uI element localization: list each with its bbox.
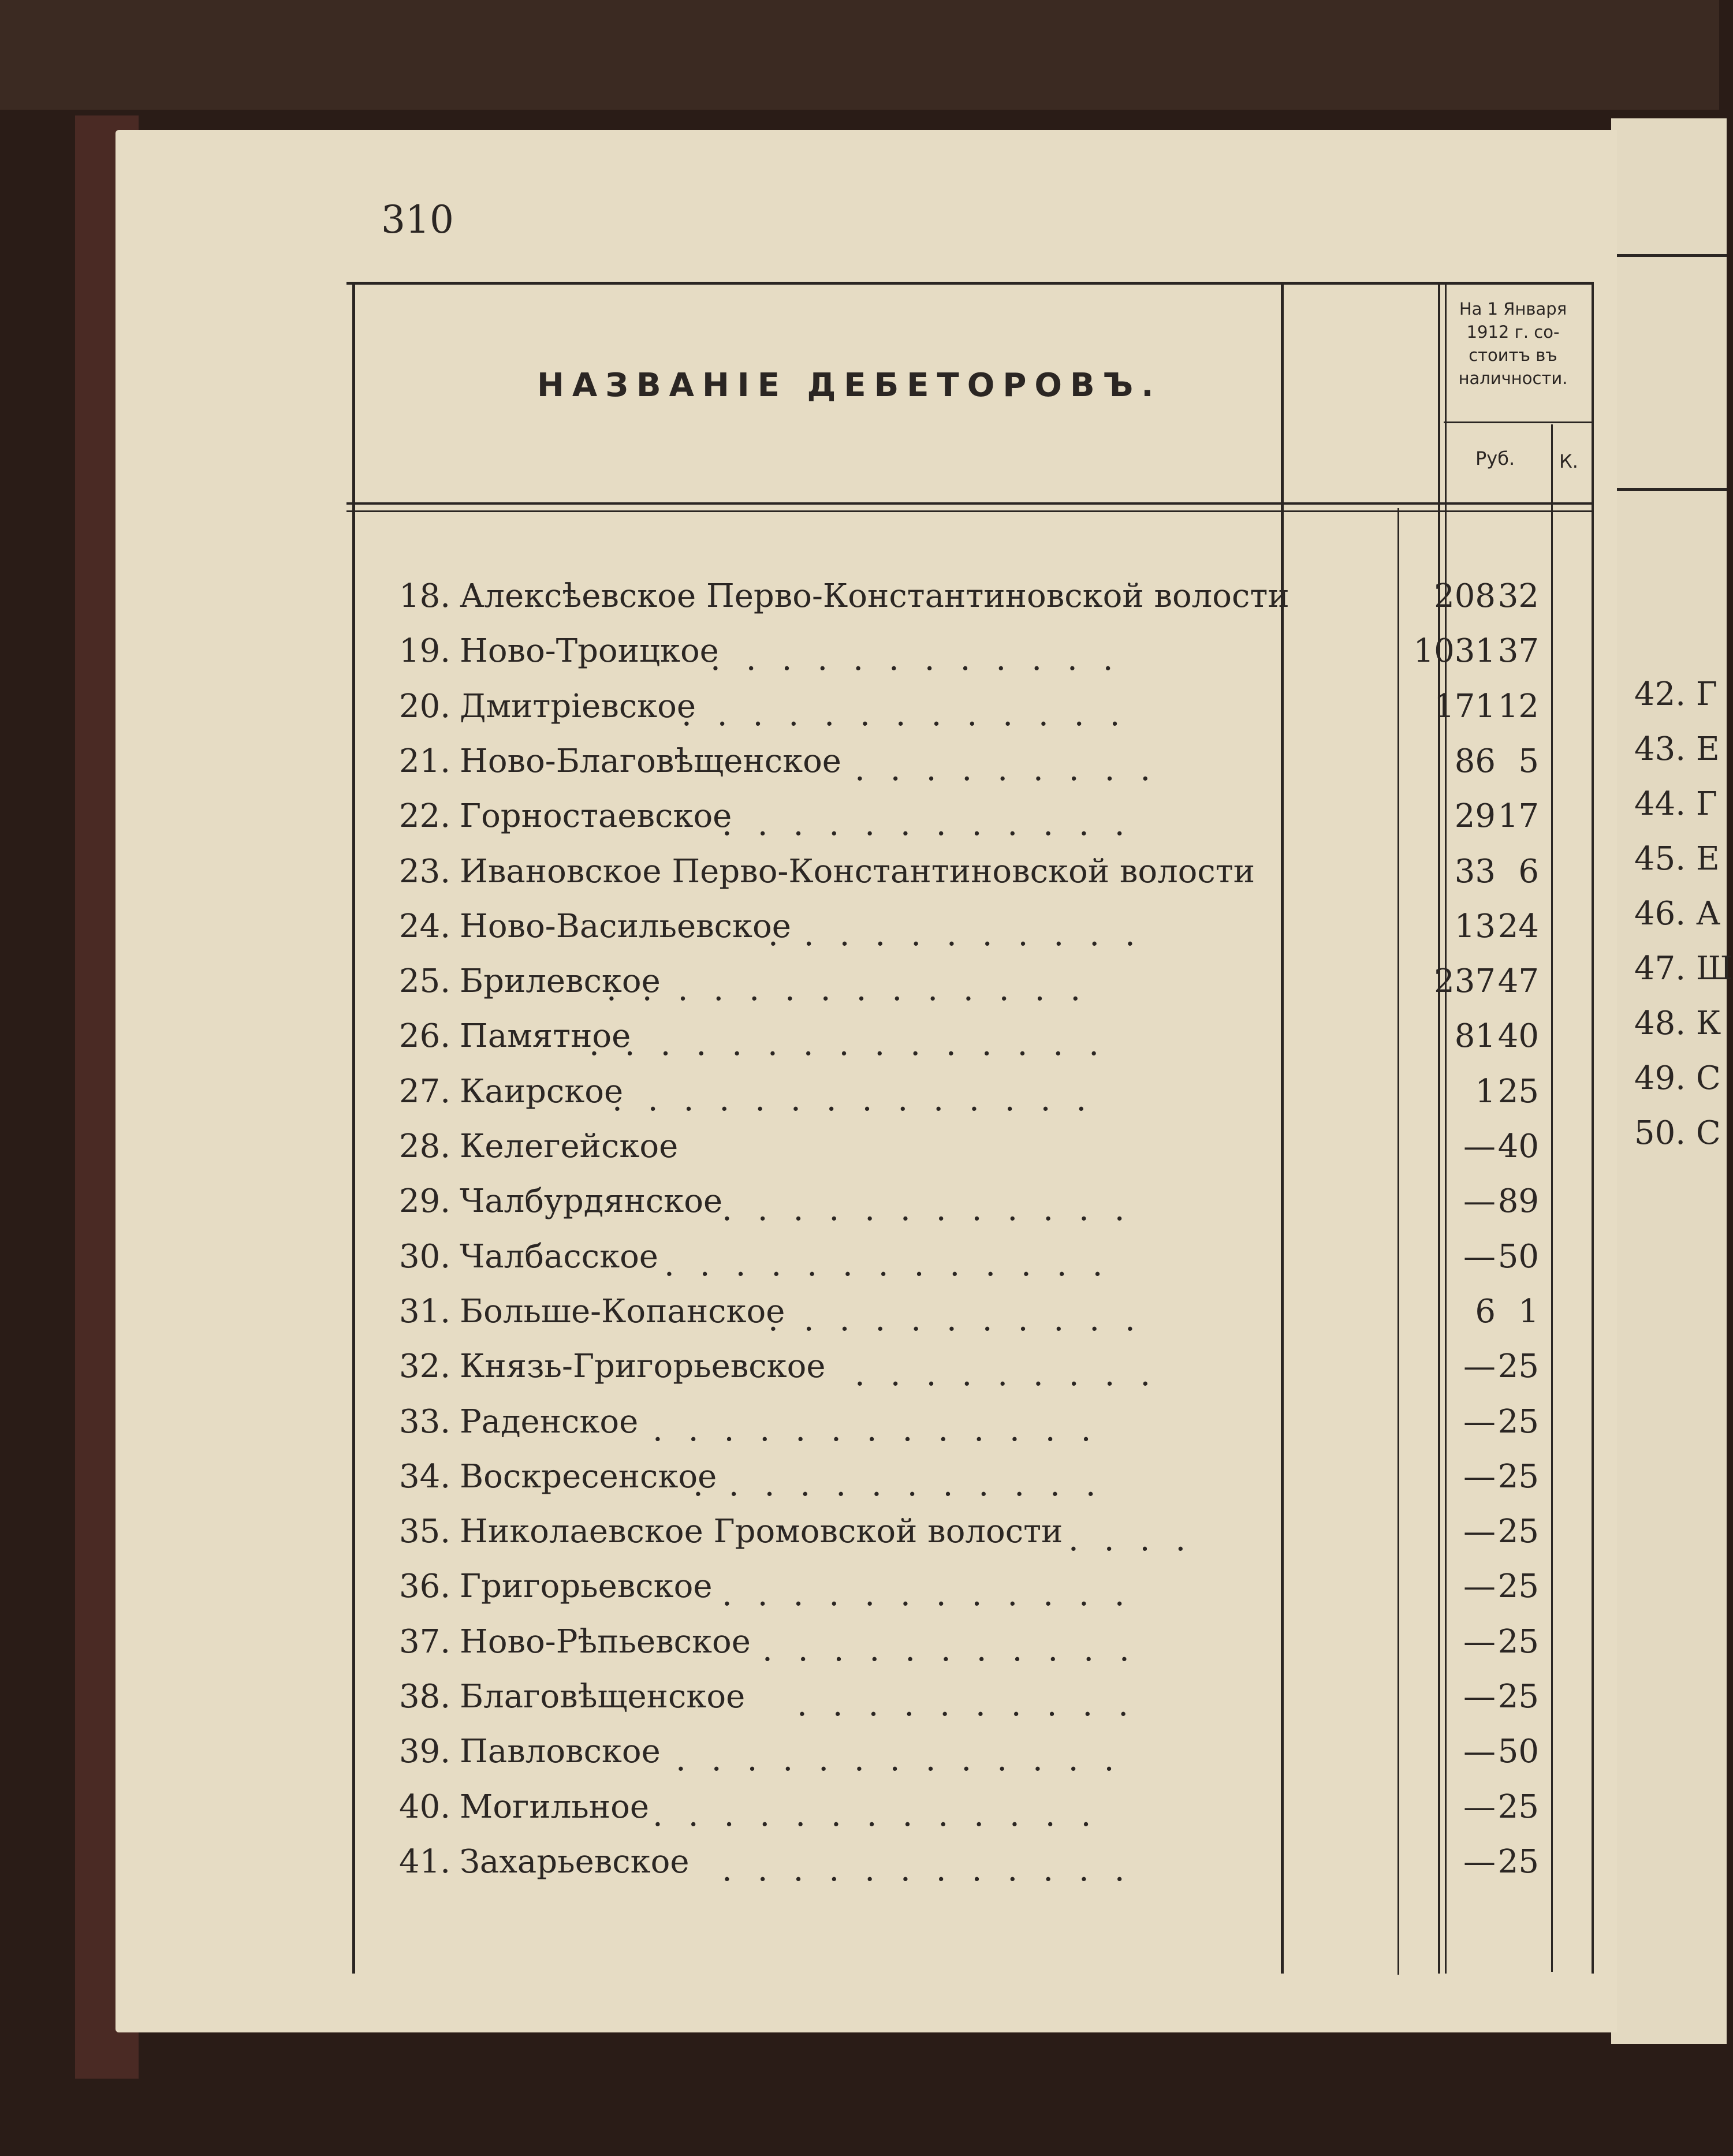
kopecks-value: 32 [1497,577,1539,615]
kopecks-value: 40 [1497,1128,1539,1165]
kopecks-value: 50 [1497,1733,1539,1771]
column-rule [1592,282,1594,1974]
facing-page-row: 44. Г [1634,785,1717,823]
row-number: 29. [398,1183,450,1221]
row-number: 28. [398,1128,450,1165]
amount-header-line: стоитъ въ [1469,345,1557,365]
facing-page-rule [1611,488,1727,491]
row-number: 33. [398,1402,450,1441]
table-row [387,1073,1577,1124]
rubles-value: — [1463,1457,1496,1495]
debtor-name: Григорьевское [460,1568,713,1606]
dot-leader: ......... [855,1356,1176,1394]
background-top [0,0,1719,110]
rubles-value: 29 [1454,797,1496,835]
facing-page-row: 42. Г [1634,676,1717,713]
debtor-name: Ново-Троицкое [460,632,719,670]
dot-leader: ........... [768,915,1161,953]
rubles-value: 81 [1454,1017,1496,1055]
table-left-rule [352,282,355,1974]
row-number: 27. [398,1072,450,1110]
dot-leader: ............. [653,1411,1117,1449]
row-number: 40. [398,1788,450,1826]
kopecks-value: 25 [1497,1457,1539,1495]
dot-leader: ............. [676,1741,1140,1779]
kopecks-value: 25 [1497,1348,1539,1386]
rubles-value: 33 [1454,852,1496,890]
debtor-name: Горностаевское [460,797,732,835]
row-number: 30. [398,1237,450,1275]
dot-leader: .............. [612,1080,1112,1118]
row-number: 41. [398,1842,450,1881]
table-row [387,1293,1577,1344]
kopecks-value: 6 [1518,852,1539,890]
kopecks-value: 25 [1497,1568,1539,1606]
table-row [387,1623,1577,1674]
kopecks-value: 25 [1497,1678,1539,1715]
row-number: 39. [398,1733,450,1771]
dot-leader: ............ [722,1191,1150,1229]
debtor-name: Дмитріевское [460,687,696,725]
debtor-name: Брилевское [460,963,661,1001]
debtor-name: Князь-Григорьевское [460,1348,826,1386]
rubles-value: — [1463,1402,1496,1441]
rubles-value: — [1463,1788,1496,1826]
dot-leader: .............. [606,971,1106,1009]
debtor-name: Захарьевское [460,1842,690,1881]
rubles-value: — [1463,1128,1496,1165]
table-row [387,1128,1577,1178]
facing-page-row: 43. Е [1634,730,1720,768]
amount-column-header [1444,297,1582,390]
rubles-value: 1 [1475,1072,1496,1110]
debtor-name: Павловское [460,1733,661,1771]
debtor-name: Чалбасское [460,1237,658,1275]
row-number: 26. [398,1017,450,1055]
rubles-value: 13 [1454,907,1496,945]
kopecks-value: 25 [1497,1402,1539,1441]
kopecks-value: 37 [1497,632,1539,670]
debtor-name: Раденское [460,1402,639,1441]
header-rule [346,502,1594,505]
amount-subheader-rule [1444,421,1594,423]
rubles-value: — [1463,1678,1496,1715]
kopecks-column-header: К. [1559,450,1578,472]
table-title: НАЗВАНІЕ ДЕБЕТОРОВЪ. [537,367,1162,404]
table-row [387,1458,1577,1509]
facing-page-row: 47. Ш [1634,950,1733,987]
facing-page-row: 49. С [1634,1060,1721,1097]
debtor-name: Памятное [460,1017,631,1055]
facing-page-rule [1611,254,1727,257]
debtor-name: Благовѣщенское [460,1678,746,1715]
table-row [387,1733,1577,1784]
debtor-name: Алексѣевское Перво-Константиновской волости [460,577,1289,615]
debtor-name: Ново-Рѣпьевское [460,1622,751,1661]
table-row [387,963,1577,1013]
header-rule [346,510,1594,512]
rubles-value: 86 [1454,742,1496,780]
table-row [387,908,1577,958]
row-number: 31. [398,1292,450,1330]
amount-header-line: На 1 Января [1459,299,1567,319]
debtor-name: Чалбурдянское [460,1183,723,1221]
row-number: 36. [398,1568,450,1606]
table-row [387,1017,1577,1068]
table-row [387,1403,1577,1454]
debtor-name: Могильное [460,1788,649,1826]
table-row [387,1788,1577,1839]
kopecks-value: 25 [1497,1513,1539,1551]
dot-leader: ............ [722,1851,1150,1889]
debtor-name: Больше-Копанское [460,1292,785,1330]
facing-page-row: 50. С [1634,1114,1721,1152]
facing-page-row: 48. К [1634,1005,1721,1042]
facing-page [1611,118,1733,2044]
debtor-name: Каирское [460,1072,624,1110]
row-number: 19. [398,632,450,670]
dot-leader: ............ [722,805,1150,844]
dot-leader: .... [1068,1521,1212,1559]
kopecks-value: 17 [1497,797,1539,835]
facing-page-row: 46. А [1634,895,1721,932]
table-row [387,577,1577,628]
row-number: 21. [398,742,450,780]
rubles-value: — [1463,1513,1496,1551]
row-number: 18. [398,577,450,615]
rubles-value: — [1463,1733,1496,1771]
dot-leader: ............ [710,640,1139,678]
amount-header-line: 1912 г. со- [1466,322,1560,342]
kopecks-value: 1 [1518,1292,1539,1330]
dot-leader: ............. [664,1245,1128,1284]
table-row [387,1678,1577,1729]
table-row [387,1348,1577,1398]
rubles-value: 237 [1434,963,1496,1001]
kopecks-value: 25 [1497,1622,1539,1661]
row-number: 25. [398,963,450,1001]
kopecks-value: 24 [1497,907,1539,945]
rubles-value: — [1463,1348,1496,1386]
dot-leader: .......... [797,1686,1154,1724]
table-row [387,688,1577,738]
debtor-name: Ново-Благовѣщенское [460,742,841,780]
facing-page-row: 45. Е [1634,840,1720,878]
row-number: 32. [398,1348,450,1386]
table-row [387,1568,1577,1618]
rubles-value: 6 [1475,1292,1496,1330]
table-row [387,797,1577,848]
dot-leader: ............ [693,1465,1121,1504]
page-number: 310 [381,197,454,242]
kopecks-value: 89 [1497,1183,1539,1221]
rubles-value: 208 [1434,577,1496,615]
dot-leader: ........... [768,1300,1161,1338]
rubles-column-header: Руб. [1475,447,1515,469]
kopecks-value: 25 [1497,1072,1539,1110]
kopecks-value: 25 [1497,1842,1539,1881]
table-row [387,743,1577,793]
rubles-value: 171 [1434,687,1496,725]
debtor-name: Воскресенское [460,1457,717,1495]
row-number: 35. [398,1513,450,1551]
amount-header-line: наличности. [1458,368,1568,388]
rubles-value: — [1463,1237,1496,1275]
rubles-value: — [1463,1622,1496,1661]
row-number: 22. [398,797,450,835]
dot-leader: ............... [589,1025,1125,1064]
kopecks-value: 40 [1497,1017,1539,1055]
dot-leader: ......... [855,750,1176,788]
rubles-value: — [1463,1842,1496,1881]
rubles-value: — [1463,1183,1496,1221]
row-number: 20. [398,687,450,725]
rubles-value: 1031 [1413,632,1496,670]
row-number: 37. [398,1622,450,1661]
debtor-name: Ново-Васильевское [460,907,791,945]
table-row [387,1843,1577,1894]
dot-leader: ........... [762,1631,1155,1669]
table-row [387,1238,1577,1289]
table-row [387,632,1577,683]
kopecks-value: 25 [1497,1788,1539,1826]
rubles-value: — [1463,1568,1496,1606]
dot-leader: ............. [681,695,1146,733]
row-number: 24. [398,907,450,945]
table-row [387,1513,1577,1564]
kopecks-value: 50 [1497,1237,1539,1275]
kopecks-value: 12 [1497,687,1539,725]
dot-leader: ............ [722,1576,1150,1614]
kopecks-value: 47 [1497,963,1539,1001]
table-row [387,1183,1577,1233]
table-row [387,853,1577,904]
table-top-rule [346,282,1594,285]
dot-leader: ............. [653,1796,1117,1834]
row-number: 23. [398,852,450,890]
row-number: 34. [398,1457,450,1495]
debtor-name: Келегейское [460,1128,679,1165]
debtor-name: Николаевское Громовской волости [460,1513,1063,1551]
row-number: 38. [398,1678,450,1715]
debtor-name: Ивановское Перво-Константиновской волости [460,852,1255,890]
kopecks-value: 5 [1518,742,1539,780]
